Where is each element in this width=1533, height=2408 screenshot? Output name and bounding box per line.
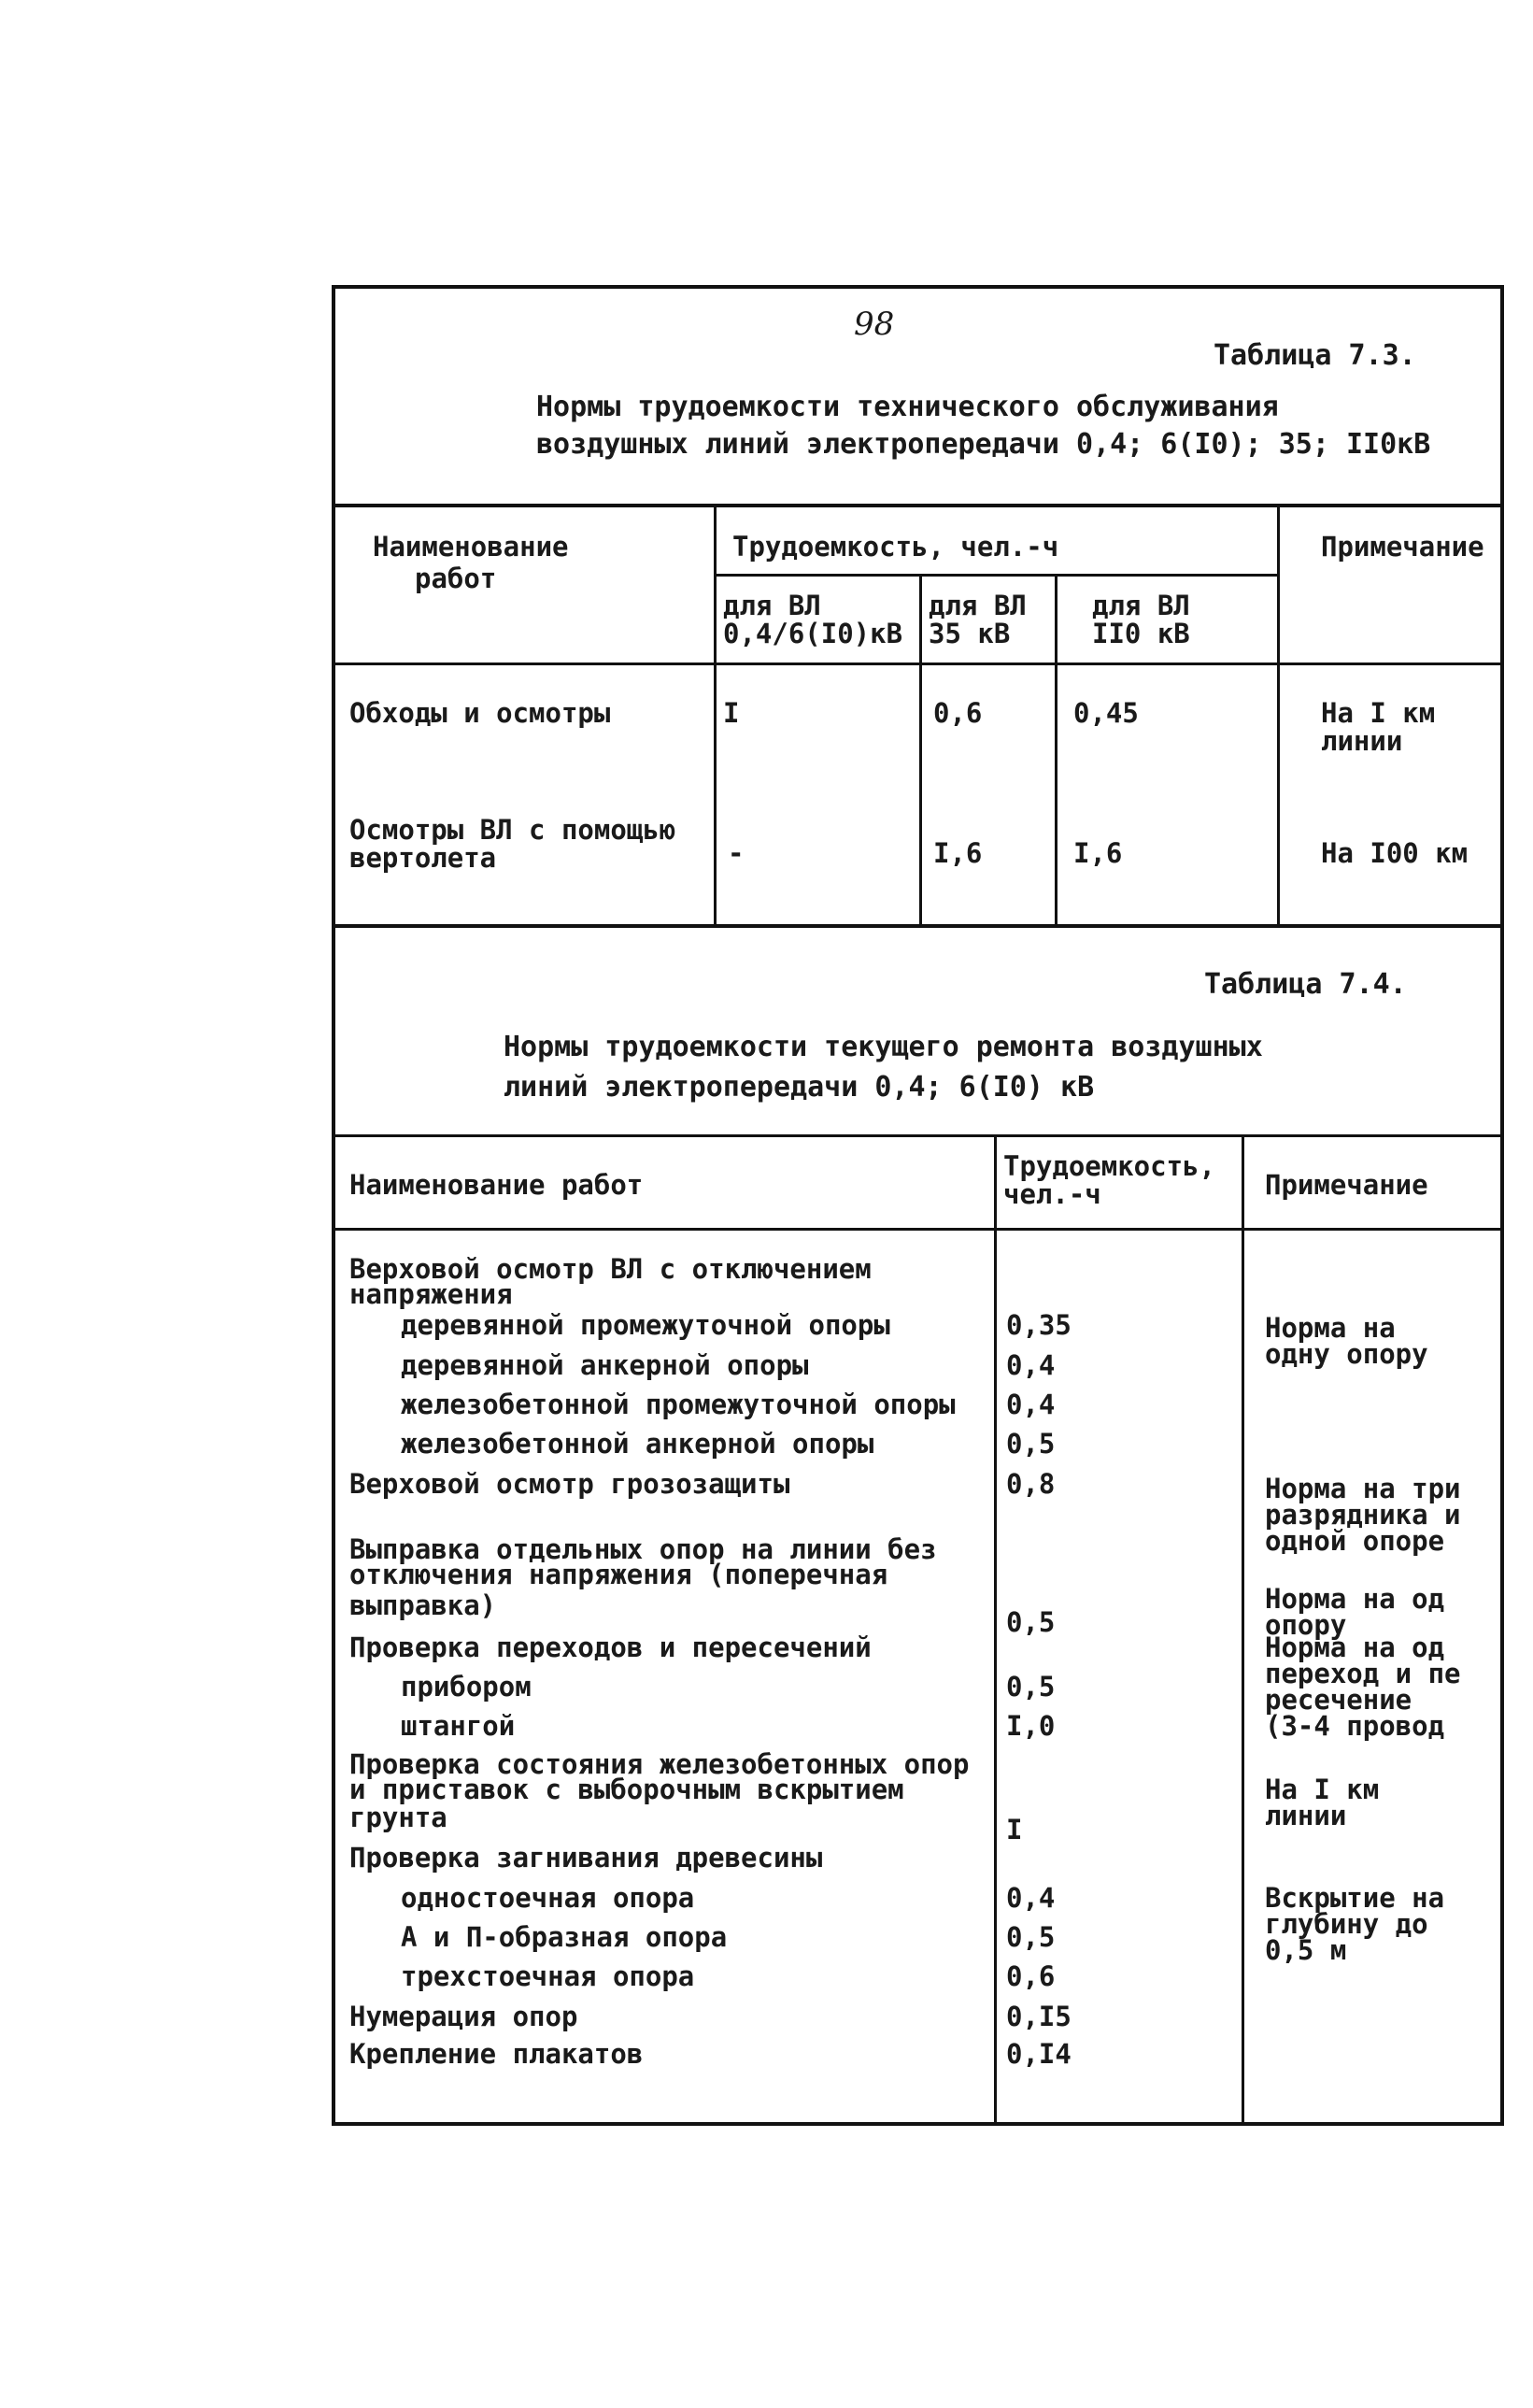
table73-row-note: На I00 км [1321, 837, 1469, 869]
table74-row-text: одностоечная опора [401, 1882, 695, 1914]
table74-row-text: прибором [401, 1671, 532, 1703]
table74-row-value: 0,8 [1006, 1468, 1056, 1500]
table73-row-note: На I км [1321, 697, 1436, 729]
table73-row-v2: I,6 [933, 837, 983, 869]
table73-col-sep [714, 504, 717, 924]
table74-row-text: трехстоечная опора [401, 1960, 695, 1992]
table73-header-name-2: работ [415, 563, 497, 594]
table74-row-text: деревянной анкерной опоры [401, 1349, 809, 1381]
table74-note-line: опору [1265, 1609, 1347, 1641]
table74-note-line: (3-4 провод [1265, 1710, 1445, 1742]
table73-col-sep [1055, 574, 1057, 924]
table74-row-text: и приставок с выборочным вскрытием [349, 1774, 904, 1805]
table73-sub2: для ВЛ [929, 590, 1027, 621]
table74-title-line2: линий электропередачи 0,4; 6(I0) кВ [504, 1071, 1095, 1104]
table73-row-name: Осмотры ВЛ с помощью [349, 814, 676, 846]
table73-header-note: Примечание [1321, 531, 1484, 563]
table73-row-name: Обходы и осмотры [349, 697, 611, 729]
table74-row-value: 0,4 [1006, 1882, 1056, 1914]
table73-row-v1: - [728, 837, 745, 869]
table73-row-v2: 0,6 [933, 697, 983, 729]
table73-bottom-border [335, 924, 1504, 928]
table74-row-value: 0,5 [1006, 1671, 1056, 1703]
table74-row-value: I,0 [1006, 1710, 1056, 1742]
table74-row-text: напряжения [349, 1278, 513, 1310]
table74-row-text: железобетонной промежуточной опоры [401, 1389, 956, 1420]
table74-note-line: переход и пе [1265, 1658, 1461, 1689]
table74-col-sep [1242, 1134, 1244, 2126]
table74-note-line: Норма на од [1265, 1583, 1445, 1615]
table74-header-bottom [335, 1228, 1504, 1231]
page-frame [332, 285, 1504, 2126]
table73-row-v1: I [723, 697, 740, 729]
table74-title-line1: Нормы трудоемкости текущего ремонта воздушных [504, 1031, 1263, 1063]
table74-note-line: Норма на [1265, 1312, 1396, 1344]
table74-note-line: глубину до [1265, 1908, 1428, 1940]
table74-note-line: разрядника и [1265, 1499, 1461, 1531]
table73-title-line1: Нормы трудоемкости технического обслуживания [536, 391, 1279, 423]
table74-row-value: 0,35 [1006, 1309, 1072, 1341]
table73-sub1: для ВЛ [723, 590, 821, 621]
table74-note-line: Норма на од [1265, 1631, 1445, 1663]
table73-col-sep [1277, 504, 1280, 924]
table73-top-border [335, 504, 1504, 507]
table73-sub3: для ВЛ [1092, 590, 1190, 621]
table74-label: Таблица 7.4. [1204, 968, 1407, 1001]
table74-row-text: деревянной промежуточной опоры [401, 1309, 890, 1341]
table73-header-name: Наименование [373, 531, 569, 563]
table74-row-text: отключения напряжения (поперечная [349, 1559, 888, 1590]
table74-note-line: Вскрытие на [1265, 1882, 1445, 1914]
table74-row-text: железобетонной анкерной опоры [401, 1428, 874, 1460]
table74-row-value: I [1006, 1814, 1023, 1845]
table74-row-text: выправка) [349, 1589, 497, 1621]
table74-note-line: Норма на три [1265, 1473, 1461, 1504]
table74-note-line: 0,5 м [1265, 1934, 1347, 1966]
table74-note-line: одну опору [1265, 1338, 1428, 1370]
table74-row-text: Проверка состояния железобетонных опор [349, 1748, 970, 1780]
table74-row-text: А и П-образная опора [401, 1921, 728, 1953]
table74-top-border [335, 1134, 1504, 1137]
table74-header-name: Наименование работ [349, 1169, 644, 1201]
table74-row-text: Верховой осмотр ВЛ с отключением [349, 1253, 872, 1285]
table73-row-v3: 0,45 [1073, 697, 1139, 729]
table74-row-value: 0,6 [1006, 1960, 1056, 1992]
table74-row-value: 0,5 [1006, 1606, 1056, 1638]
table73-row-v3: I,6 [1073, 837, 1123, 869]
table73-col-sep [919, 574, 922, 924]
table74-note-line: На I км [1265, 1774, 1380, 1805]
table73-subheader-line [714, 574, 1277, 577]
table74-row-text: Выправка отдельных опор на линии без [349, 1533, 937, 1565]
table74-header-labor-2: чел.-ч [1003, 1178, 1101, 1210]
table74-header-note: Примечание [1265, 1169, 1428, 1201]
table74-col-sep [994, 1134, 997, 2126]
page-number: 98 [854, 306, 895, 343]
table73-header-labor: Трудоемкость, чел.-ч [732, 531, 1059, 563]
table74-note-line: одной опоре [1265, 1525, 1445, 1557]
table74-row-value: 0,5 [1006, 1921, 1056, 1953]
table74-row-value: 0,4 [1006, 1349, 1056, 1381]
table74-row-value: 0,4 [1006, 1389, 1056, 1420]
table73-label: Таблица 7.3. [1214, 339, 1416, 372]
table74-row-text: штангой [401, 1710, 516, 1742]
table73-sub1-2: 0,4/6(I0)кВ [723, 618, 903, 649]
table74-note-line: линии [1265, 1800, 1347, 1831]
table74-row-value: 0,I5 [1006, 2001, 1072, 2032]
table73-row-name-2: вертолета [349, 842, 497, 874]
table73-sub3-2: II0 кВ [1092, 618, 1190, 649]
table74-row-value: 0,5 [1006, 1428, 1056, 1460]
table73-row-note-2: линии [1321, 725, 1403, 757]
table74-row-text: Проверка переходов и пересечений [349, 1631, 872, 1663]
table74-note-line: ресечение [1265, 1684, 1412, 1716]
table74-row-text: Верховой осмотр грозозащиты [349, 1468, 790, 1500]
table74-row-text: Нумерация опор [349, 2001, 578, 2032]
table73-sub2-2: 35 кВ [929, 618, 1011, 649]
table74-row-text: Проверка загнивания древесины [349, 1842, 823, 1874]
table74-row-text: Крепление плакатов [349, 2038, 644, 2070]
table74-header-labor: Трудоемкость, [1003, 1150, 1215, 1182]
table74-row-text: грунта [349, 1802, 447, 1833]
table74-row-value: 0,I4 [1006, 2038, 1072, 2070]
table73-title-line2: воздушных линий электропередачи 0,4; 6(I0); 35; II0кВ [536, 428, 1431, 461]
